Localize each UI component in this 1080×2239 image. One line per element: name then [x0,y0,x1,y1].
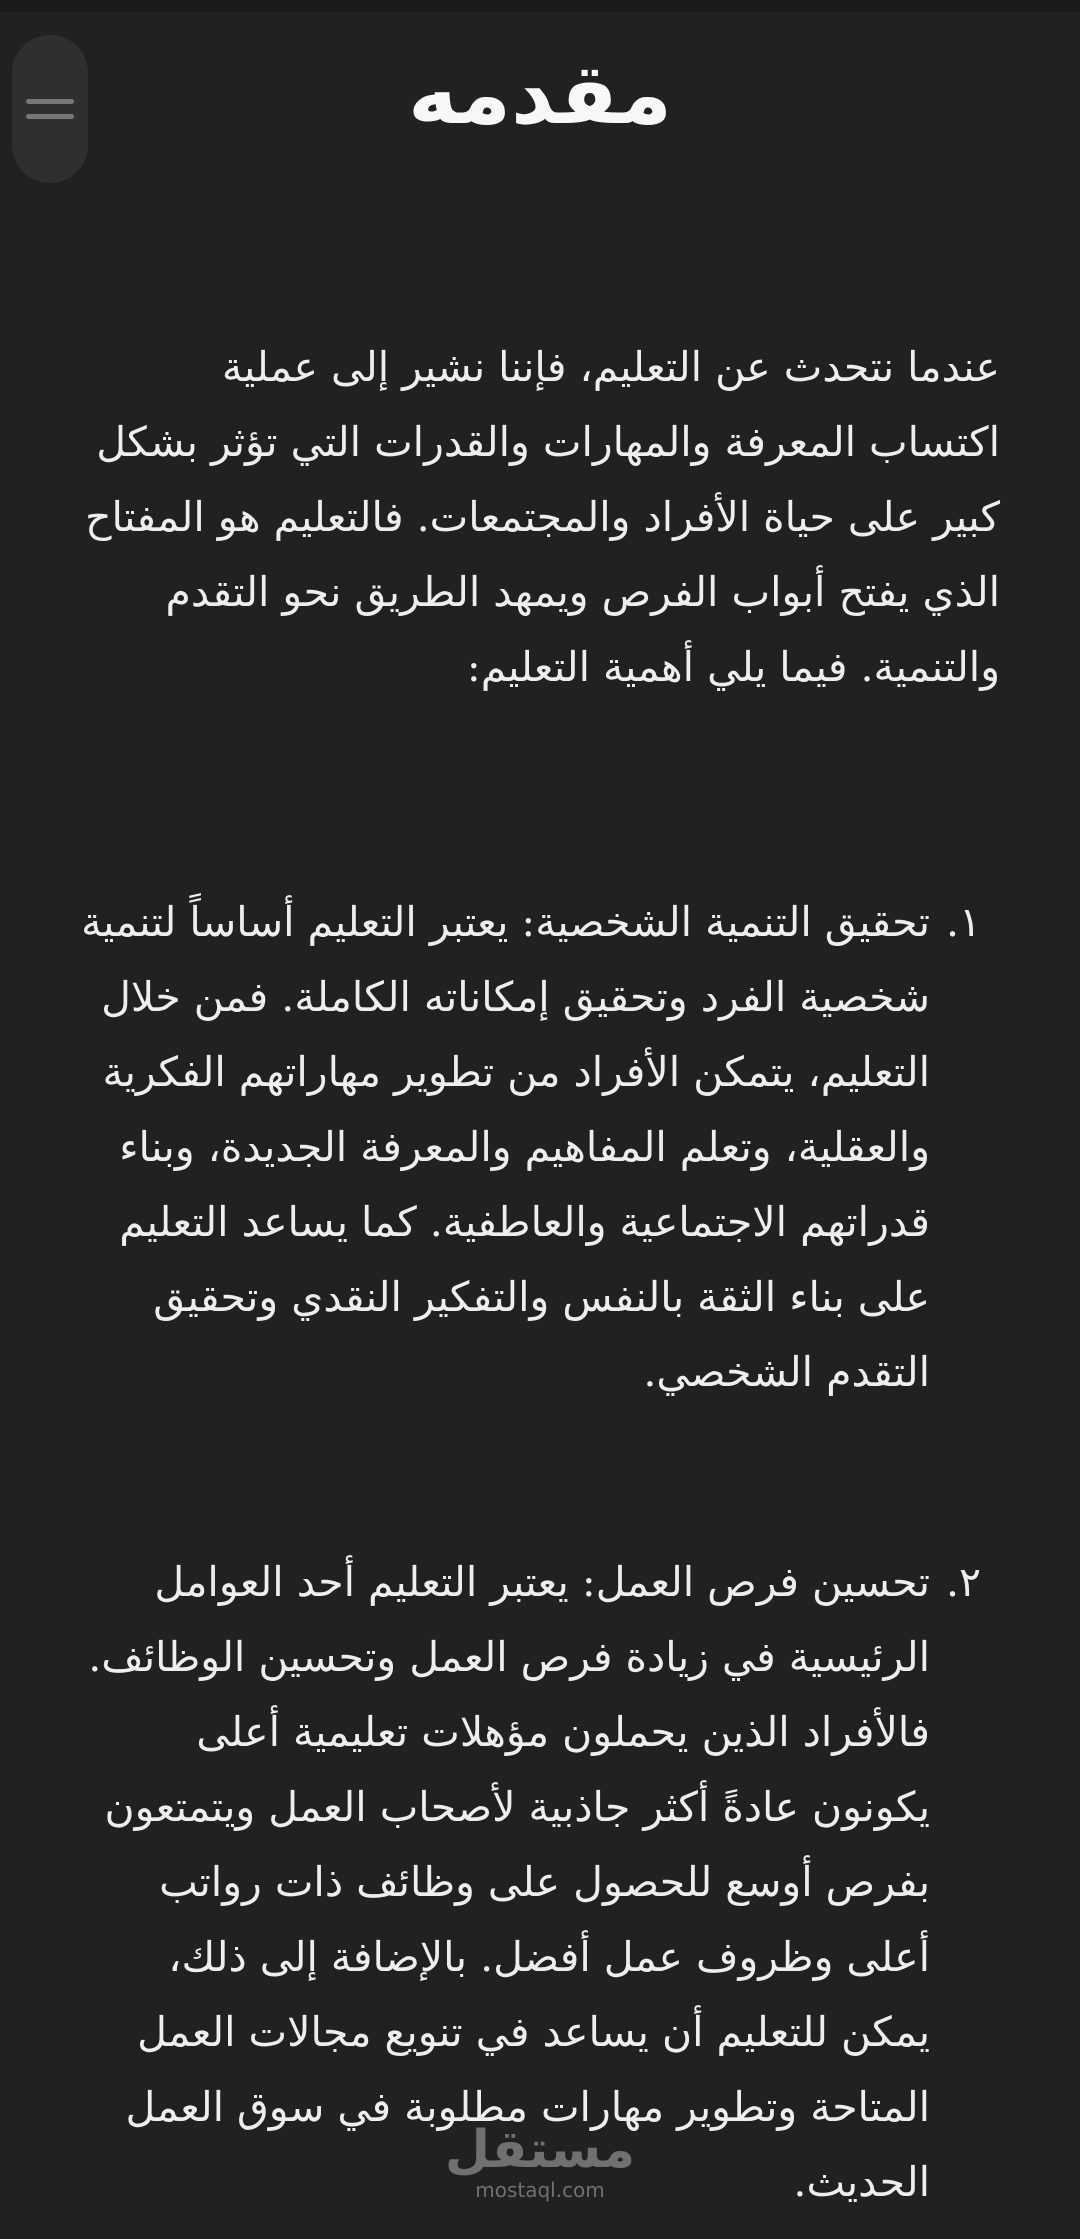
list-item-personal-development [80,885,1000,1410]
mostaql-url: mostaql.com [475,2178,605,2202]
list-item-text: تحقيق التنمية الشخصية: يعتبر التعليم أساساً لتنمية شخصية الفرد وتحقيق إمكاناته الكاملة. فمن خلال التعليم، يتمكن الأفراد من تطوير مهاراتهم الفكرية والعقلية، وتعلم المفاهيم والمعرفة الجديدة، وبناء قدراتهم الاجتماعية والعاطفية. كما يساعد التعليم على بناء الثقة بالنفس والتفكير النقدي وتحقيق التقدم الشخصي. [81,898,930,1396]
intro-paragraph: عندما نتحدث عن التعليم، فإننا نشير إلى عملية اكتساب المعرفة والمهارات والقدرات التي تؤثر بشكل كبير على حياة الأفراد والمجتمعات. فالتعليم هو المفتاح الذي يفتح أبواب الفرص ويمهد الطريق نحو التقدم والتنمية. فيما يلي أهمية التعليم: [85,343,1000,691]
mostaql-logo: مستقل [444,2120,636,2180]
top-status-strip [0,0,1080,12]
list-item-number: ٢. [946,1558,982,1606]
article-content [80,330,1000,2220]
mostaql-watermark [0,2120,1080,2202]
list-item-text: تحسين فرص العمل: يعتبر التعليم أحد العوامل الرئيسية في زيادة فرص العمل وتحسين الوظائف. فالأفراد الذين يحملون مؤهلات تعليمية أعلى يكونون عادةً أكثر جاذبية لأصحاب العمل ويتمتعون بفرص أوسع للحصول على وظائف ذات رواتب أعلى وظروف عمل أفضل. بالإضافة إلى ذلك، يمكن للتعليم أن يساعد في تنويع مجالات العمل المتاحة وتطوير مهارات مطلوبة في سوق العمل الحديث. [88,1558,930,2206]
list-item-number: ١. [946,898,982,946]
list-item-job-opportunities [80,1545,1000,2220]
page-title: مقدمه [408,45,672,143]
